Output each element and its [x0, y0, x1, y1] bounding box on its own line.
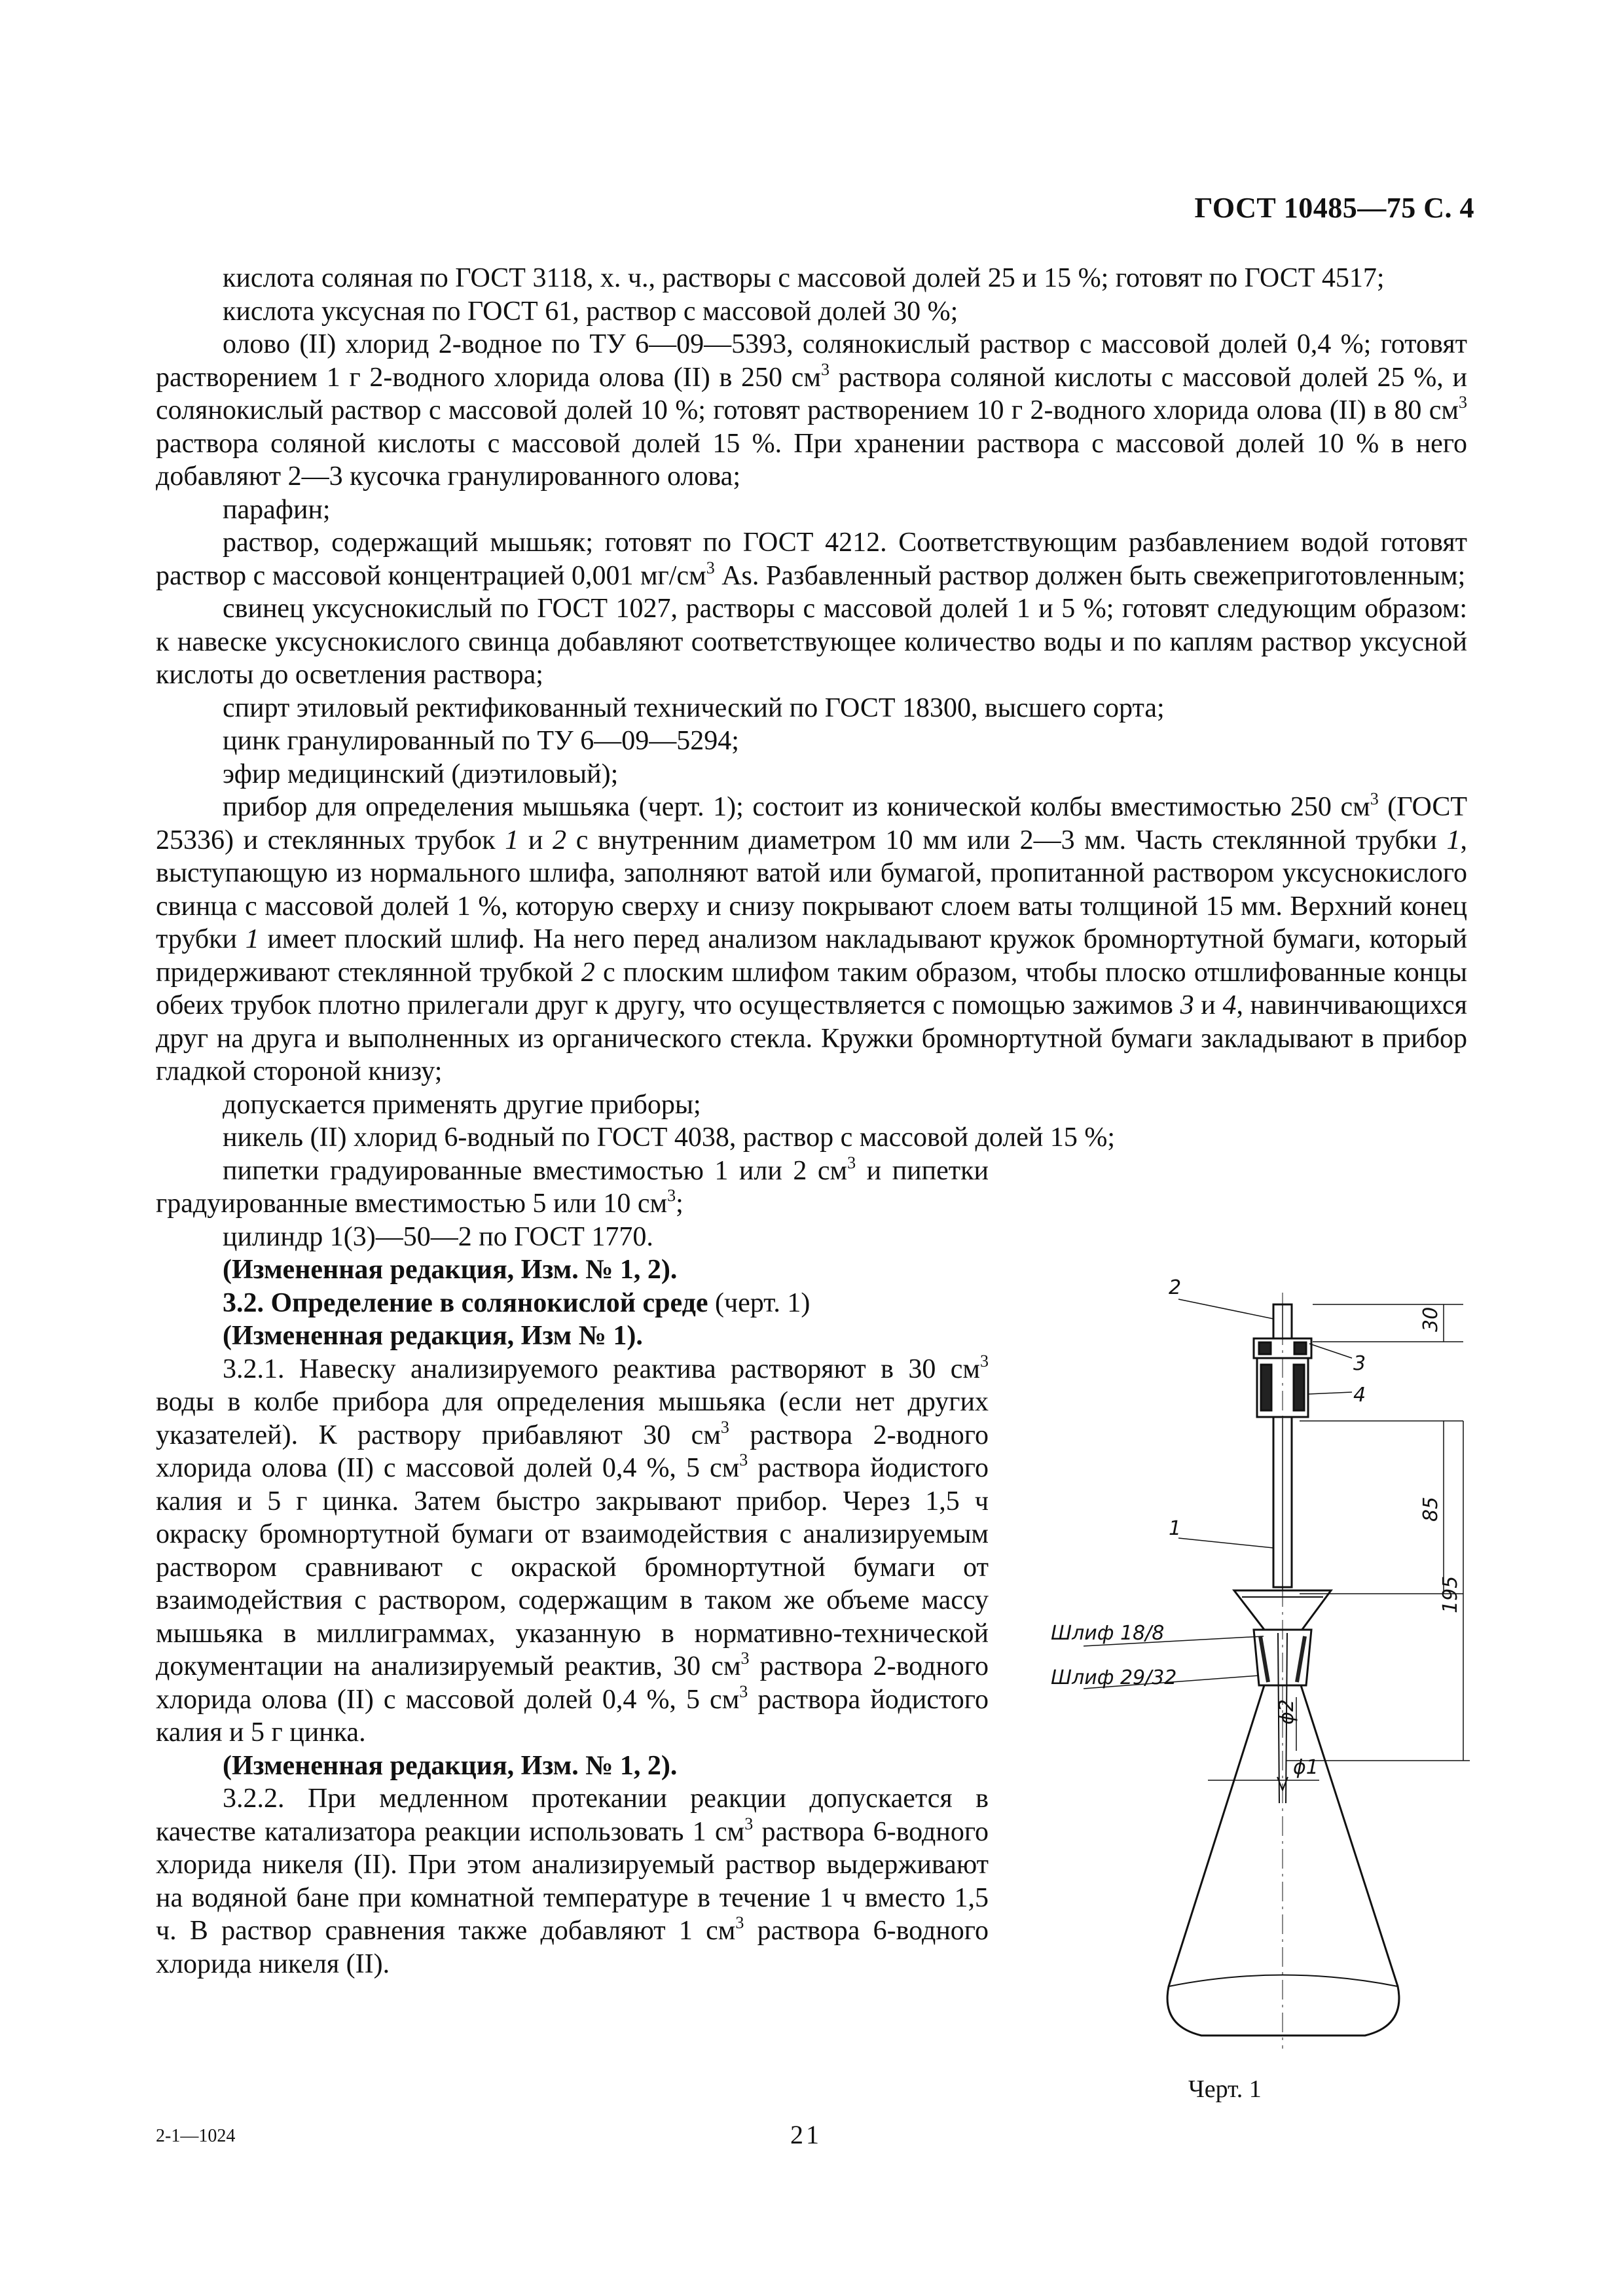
narrow-column — [156, 1155, 989, 1981]
label-shlif-29-32: Шлиф 29/32 — [1051, 1666, 1177, 1689]
paragraph: цилиндр 1(3)—50—2 по ГОСТ 1770. — [223, 1221, 653, 1252]
amendment-note: (Измененная редакция, Изм № 1). — [223, 1321, 643, 1351]
page-number: 21 — [790, 2120, 822, 2149]
amendment-note: (Измененная редакция, Изм. № 1, 2). — [223, 1750, 678, 1781]
label-clamp-3: 3 — [1353, 1352, 1366, 1375]
paragraph: 3.2.2. При медленном протекании реакции допускается в качестве катализатора реакции использовать 1 $см^3$ раствора 6-водного хлорида никеля (II). При этом анализируемый раствор выдерживают на водяной бане при комнатной температуре в течение 1 ч вместо 1,5 ч. В раствор сравнения также добавляют 1 $см^3$ раствора 6-водного хлорида никеля (II). — [156, 1784, 989, 1979]
paragraph: пипетки градуированные вместимостью 1 или 2 $см^3$ и пипетки градуированные вместимостью 5 или 10 $см^3$; — [156, 1153, 989, 1219]
paragraph: 3.2.1. Навеску анализируемого реактива растворяют в 30 $см^3$ воды в колбе прибора для определения мышьяка (если нет других указателей). К раствору прибавляют 30 $см^3$ раствора 2-водного хлорида олова (II) с массовой долей 0,4 %, 5 $см^3$ раствора йодистого калия и 5 г цинка. Затем быстро закрывают прибор. Через 1,5 ч окраску бромнортутной бумаги от взаимодействия с анализируемым раствором сравнивают с окраской бромнортутной бумаги от взаимодействия с раствором, содержащим в таком же объеме массу мышьяка в миллиграммах, указанную в нормативно-технической документации на анализируемый реактив, 30 $см^3$ раствора 2-водного хлорида олова (II) с массовой долей 0,4 %, 5 $см^3$ раствора йодистого калия и 5 г цинка. — [156, 1351, 989, 1748]
paragraph: кислота уксусная по ГОСТ 61, раствор с массовой долей 30 %; — [223, 296, 958, 327]
dim-85: 85 — [1419, 1496, 1442, 1522]
apparatus-drawing — [1012, 1266, 1483, 2091]
paragraph: никель (II) хлорид 6-водный по ГОСТ 4038, раствор с массовой долей 15 %; — [223, 1122, 1116, 1153]
dim-195: 195 — [1439, 1575, 1462, 1613]
label-tube-2: 2 — [1169, 1276, 1182, 1299]
document-header: ГОСТ 10485—75 С. 4 — [1194, 192, 1474, 224]
figure-caption: Черт. 1 — [1188, 2075, 1262, 2103]
dim-phi2: ϕ2 — [1275, 1699, 1298, 1725]
label-tube-1: 1 — [1169, 1517, 1182, 1540]
print-code: 2-1—1024 — [156, 2126, 236, 2146]
paragraph: эфир медицинский (диэтиловый); — [223, 759, 619, 789]
label-shlif-18-8: Шлиф 18/8 — [1051, 1622, 1165, 1645]
paragraph: свинец уксуснокислый по ГОСТ 1027, растворы с массовой долей 1 и 5 %; готовят следующим образом: к навеске уксуснокислого свинца добавляют соответствующее количество воды и по каплям раствор уксусной кислоты до осветления раствора; — [156, 594, 1467, 690]
paragraph: олово (II) хлорид 2-водное по ТУ 6—09—5393, солянокислый раствор с массовой долей 0,4 %; готовят растворением 1 г 2-водного хлорида олова (II) в 250 $см^3$ раствора соляной кислоты с массовой долей 25 %, и солянокислый раствор с массовой долей 10 %; готовят растворением 10 г 2-водного хлорида олова (II) в 80 $см^3$ раствора соляной кислоты с массовой долей 15 %. При хранении раствора с массовой долей 10 % в него добавляют 2—3 кусочка гранулированного олова; — [156, 329, 1467, 492]
paragraph: кислота соляная по ГОСТ 3118, х. ч., растворы с массовой долей 25 и 15 %; готовят по ГОСТ 4517; — [223, 263, 1385, 293]
amendment-note: (Измененная редакция, Изм. № 1, 2). — [223, 1255, 678, 1285]
paragraph: спирт этиловый ректификованный технический по ГОСТ 18300, высшего сорта; — [223, 692, 1165, 723]
paragraph: раствор, содержащий мышьяк; готовят по ГОСТ 4212. Соответствующим разбавлением водой готовят раствор с массовой концентрацией 0,001 $мг/см^3$ As. Разбавленный раствор должен быть свежеприготовленным; — [156, 528, 1467, 591]
conical-flask — [1167, 1685, 1399, 2036]
paragraph: допускается применять другие приборы; — [223, 1089, 701, 1120]
dim-phi1: ϕ1 — [1293, 1756, 1319, 1779]
paragraph: парафин; — [223, 494, 331, 525]
paragraph: прибор для определения мышьяка (черт. 1); состоит из конической колбы вместимостью 250 $см^3$ (ГОСТ 25336) и стеклянных трубок 1 и 2 с внутренним диаметром 10 мм или 2—3 мм. Часть стеклянной трубки 1, выступающую из нормального шлифа, заполняют ватой или бумагой, пропитанной раствором уксуснокислого свинца с массовой долей 1 %, которую сверху и снизу покрывают слоем ваты толщиной 15 мм. Верхний конец трубки 1 имеет плоский шлиф. На него перед анализом накладывают кружок бромнортутной бумаги, который придерживают стеклянной трубкой 2 с плоским шлифом таким образом, чтобы плоско отшлифованные концы обеих трубок плотно прилегали друг к другу, что осуществляется с помощью зажимов 3 и 4, навинчивающихся друг на друга и выполненных из органического стекла. Кружки бромнортутной бумаги закладывают в прибор гладкой стороной книзу; — [156, 789, 1467, 1086]
dim-30: 30 — [1419, 1306, 1442, 1332]
section-heading: 3.2. Определение в солянокислой среде (черт. 1) — [223, 1287, 811, 1318]
label-clamp-4: 4 — [1353, 1384, 1366, 1407]
paragraph: цинк гранулированный по ТУ 6—09—5294; — [223, 726, 739, 756]
